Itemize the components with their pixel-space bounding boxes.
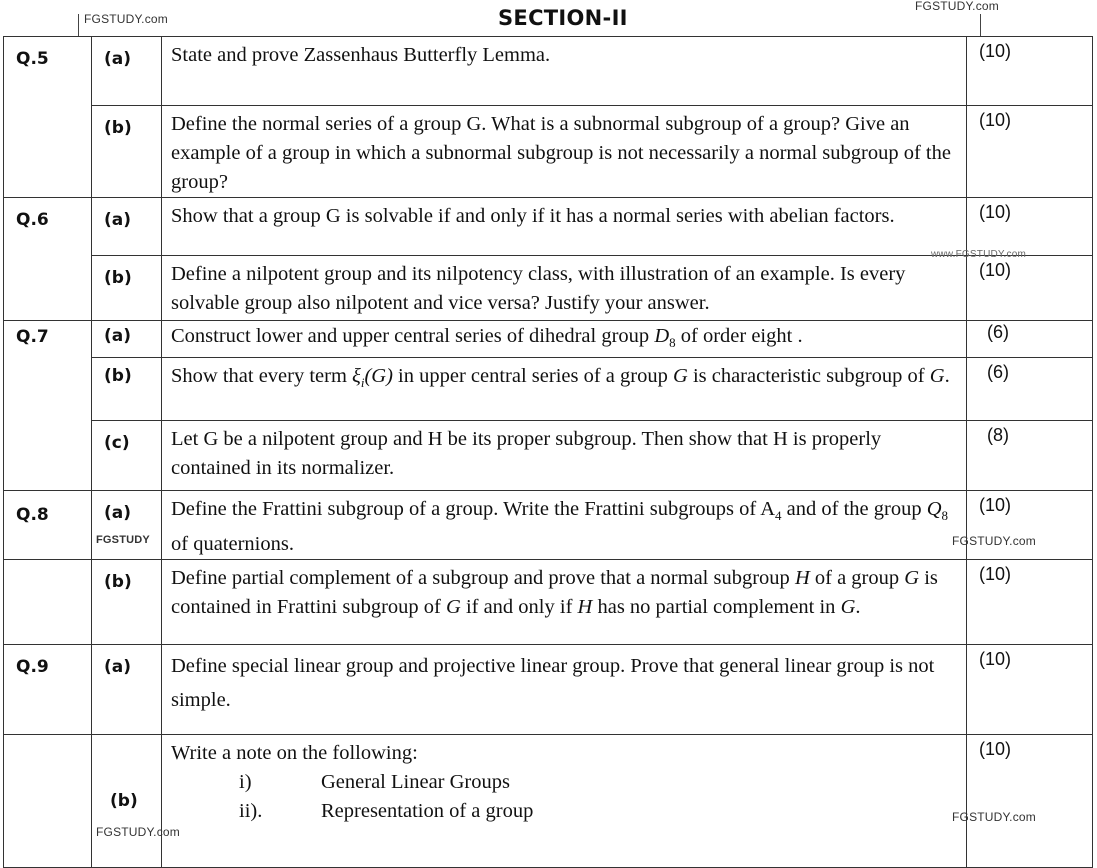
question-row: [4, 560, 1093, 645]
part-label: (b): [92, 256, 162, 321]
question-row: [4, 358, 1093, 421]
part-label: (a): [92, 645, 162, 735]
watermark: FGSTUDY.com: [952, 810, 1036, 825]
watermark: FGSTUDY.com: [952, 534, 1036, 549]
part-label: (b): [92, 560, 162, 645]
section-title: SECTION-II: [498, 6, 628, 30]
marks: (10): [967, 198, 1093, 256]
part-label: (c): [92, 421, 162, 491]
question-number-empty: [4, 560, 92, 645]
part-label-cell: [92, 491, 162, 560]
math-symbol: ξ: [352, 365, 361, 388]
question-number: Q.5: [4, 37, 92, 198]
marks: (10): [967, 256, 1093, 321]
question-text: State and prove Zassenhaus Butterfly Lemma.: [162, 37, 967, 106]
note-item-text: Representation of a group: [321, 800, 534, 823]
note-item-number: ii).: [239, 800, 263, 823]
question-text: Define the normal series of a group G. What is a subnormal subgroup of a group? Give an example of a group in which a subnormal subgroup is not necessarily a normal subgroup of the group?: [162, 106, 967, 198]
marks: (6): [967, 358, 1093, 421]
part-label: (b): [92, 358, 162, 421]
part-label: (a): [104, 503, 132, 524]
part-label-cell: [92, 735, 180, 868]
watermark: FGSTUDY.com: [96, 825, 180, 840]
question-text: Show that every term $\xi_i(G)$ in upper central series of a group G is characteristic subgroup of G.: [162, 358, 967, 421]
question-text: Define a nilpotent group and its nilpotency class, with illustration of an example. Is every solvable group also nilpotent and vice versa? Justify your answer.: [162, 256, 967, 321]
question-text: Let G be a nilpotent group and H be its proper subgroup. Then show that H is properly contained in its normalizer.: [162, 421, 967, 491]
question-text: Show that a group G is solvable if and only if it has a normal series with abelian factors.: [171, 205, 895, 227]
watermark: FGSTUDY.com: [84, 12, 168, 26]
part-label: (b): [110, 791, 138, 812]
column-divider: [980, 14, 981, 36]
question-text: Define special linear group and projective linear group. Prove that general linear group is not simple.: [162, 645, 967, 735]
question-number: Q.9: [4, 645, 92, 735]
question-row: [4, 421, 1093, 491]
question-row: [4, 321, 1093, 358]
marks: (10): [967, 37, 1093, 106]
question-row: [4, 491, 1093, 560]
question-number: Q.8: [4, 491, 92, 560]
watermark: FGSTUDY.com: [915, 0, 999, 13]
part-label: (a): [92, 321, 162, 358]
math-symbol: D: [654, 325, 670, 347]
part-label: (a): [92, 198, 162, 256]
question-number: Q.6: [4, 198, 92, 321]
question-row: [4, 735, 1093, 868]
marks: (6): [967, 321, 1093, 358]
marks: (10): [967, 106, 1093, 198]
question-row: [4, 198, 1093, 256]
question-row: [4, 106, 1093, 198]
question-number: Q.7: [4, 321, 92, 491]
question-row: [4, 645, 1093, 735]
question-row: [4, 37, 1093, 106]
watermark: FGSTUDY: [96, 534, 150, 547]
note-item-number: i): [239, 771, 252, 794]
note-item-text: General Linear Groups: [321, 771, 510, 794]
marks: (8): [967, 421, 1093, 491]
watermark: www.FGSTUDY.com: [930, 249, 1026, 260]
question-text: Define partial complement of a subgroup and prove that a normal subgroup H of a group G is contained in Frattini subgroup of G if and only if H has no partial complement in G.: [162, 560, 967, 645]
note-item: [171, 797, 960, 826]
column-divider: [78, 14, 79, 36]
note-intro: Write a note on the following:: [171, 742, 418, 765]
marks: (10): [967, 491, 1093, 560]
part-label: (a): [92, 37, 162, 106]
question-text: Construct lower and upper central series of dihedral group $D_8$ of order eight .: [162, 321, 967, 358]
question-table: [3, 36, 1093, 868]
marks: (10): [967, 735, 1093, 868]
question-number-empty: [4, 735, 92, 868]
part-label: (b): [92, 106, 162, 198]
marks: (10): [967, 645, 1093, 735]
note-item: [171, 768, 960, 797]
question-text: Define the Frattini subgroup of a group. Write the Frattini subgroups of $A_4$ and of the group $Q_8$ of quaternions. FGSTUDY.com: [162, 491, 967, 560]
marks: (10): [967, 560, 1093, 645]
question-row: [4, 256, 1093, 321]
